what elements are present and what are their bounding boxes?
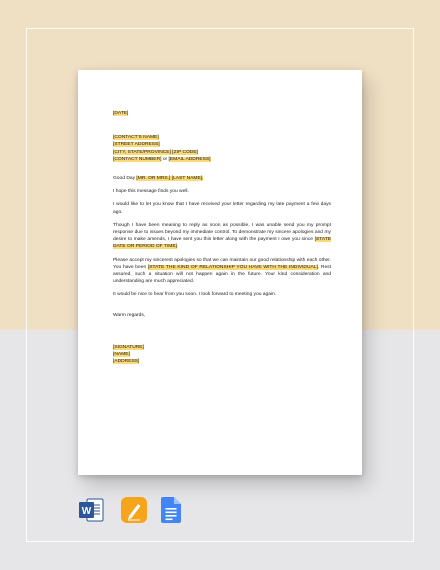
letter-page	[78, 70, 362, 475]
or-text: or	[161, 156, 169, 162]
name-placeholder: [NAME]	[113, 352, 130, 358]
greeting-prefix: Good Day	[113, 176, 137, 182]
address-placeholder: [ADDRESS]	[113, 359, 140, 365]
word-icon-letter: W	[81, 506, 92, 517]
paragraph-5: It would be nice to hear from you soon. I look forward to meeting you again.	[113, 292, 277, 298]
paragraph-3	[113, 222, 331, 251]
paragraph-2: I would like to let you know that I have received your letter regarding my late payment a few days ago.	[113, 202, 331, 215]
email-placeholder: [EMAIL ADDRESS]	[168, 156, 211, 162]
city-placeholder: [CITY, STATE/PROVINCE] [ZIP CODE]	[113, 149, 198, 155]
paragraph-4-text: Please accept my sincerest apologies so that we can maintain our good relationship with each other. You have been	[113, 257, 331, 270]
pages-icon[interactable]	[121, 497, 147, 528]
paragraph-1: I hope this message finds you well.	[113, 189, 189, 195]
closing: Warm regards,	[113, 312, 146, 318]
signature-placeholder: [SIGNATURE]	[113, 344, 144, 350]
period-placeholder: [STATE DATE OR PERIOD OF TIME]	[113, 237, 331, 250]
contact-number-placeholder: [CONTACT NUMBER]	[113, 156, 162, 162]
paragraph-4-end: . Rest assured, such a situation will not happen again in the future. Your kind consideration and understanding are much appreciated.	[113, 264, 331, 285]
letter-content	[113, 110, 331, 371]
paragraph-3-text: Though I have been meaning to reply as soon as possible, I was unable send you my prompt response due to issues beyond my immediate control. To demonstrate my sincere apologies and my desire to make amends, I have sent you this letter along with the payment I owe you since	[113, 222, 331, 243]
greeting-name-placeholder: [MR. OR MRS.] [LAST NAME],	[136, 176, 204, 182]
google-docs-icon[interactable]	[161, 497, 181, 528]
street-placeholder: [STREET ADDRESS]	[113, 142, 160, 148]
date-placeholder: [DATE]	[113, 111, 129, 116]
paragraph-4	[113, 257, 331, 286]
word-icon[interactable]	[79, 497, 105, 528]
relationship-placeholder: [STATE THE KIND OF RELATIONSHIP YOU HAVE WITH THE INDIVIDUAL]	[147, 264, 318, 270]
contact-name-placeholder: [CONTACT'S NAME]	[113, 135, 159, 141]
paragraph-3-end: .	[176, 244, 179, 250]
